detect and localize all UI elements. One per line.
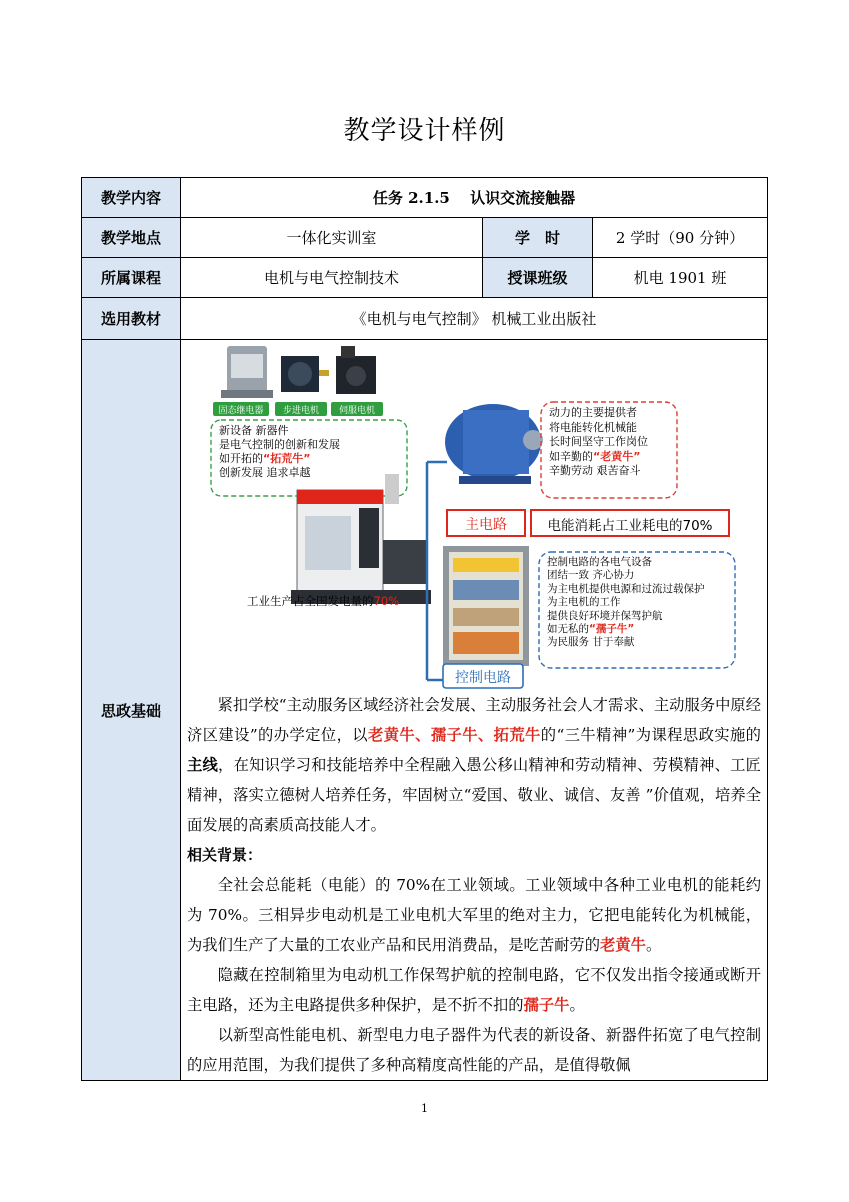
right-top-box-text: 动力的主要提供者 将电能转化机械能 长时间坚守工作岗位 如辛勤的“老黄牛” 辛勤劳动 艰苦奋斗 <box>549 406 648 477</box>
lesson-plan-table <box>81 177 768 1081</box>
control-cabinet-image <box>443 546 529 666</box>
value-course: 电机与电气控制技术 <box>181 258 483 298</box>
row-location <box>82 218 768 258</box>
value-content: 任务 2.1.5 认识交流接触器 <box>181 178 768 218</box>
value-textbook: 《电机与电气控制》 机械工业出版社 <box>181 298 768 340</box>
value-hours: 2 学时（90 分钟） <box>593 218 768 258</box>
value-location: 一体化实训室 <box>181 218 483 258</box>
row-textbook <box>82 298 768 340</box>
industry-note: 工业生产占全国发电量的70% <box>247 594 400 608</box>
paragraph-intro: 紧扣学校“主动服务区域经济社会发展、主动服务社会人才需求、主动服务中原经济区建设”的办学定位，以老黄牛、孺子牛、拓荒牛的“三牛精神”为课程思政实施的主线，在知识学习和技能培养中全程融入愚公移山精神和劳动精神、劳模精神、工匠精神，落实立德树人培养任务，牢固树立“爱国、敬业、诚信、友善 ”价值观，培养全面发展的高素质高技能人才。 <box>187 696 761 834</box>
label-hours: 学 时 <box>483 218 593 258</box>
page-number: 1 <box>421 1102 428 1115</box>
label-ideology: 思政基础 <box>82 340 181 1081</box>
label-course: 所属课程 <box>82 258 181 298</box>
paragraph-new-devices: 以新型高性能电机、新型电力电子器件为代表的新设备、新器件拓宽了电气控制的应用范围，为我们提供了多种高精度高性能的产品，是值得敬佩 <box>187 1026 761 1074</box>
value-class: 机电 1901 班 <box>593 258 768 298</box>
row-content <box>82 178 768 218</box>
label-textbook: 选用教材 <box>82 298 181 340</box>
row-ideology <box>82 340 768 1081</box>
servo-motor-image <box>336 346 376 394</box>
right-bottom-box-text: 控制电路的各电气设备 团结一致 齐心协力 为主电机提供电源和过流过载保护 为主电机的工作 提供良好环境并保驾护航 如无私的“孺子牛” 为民服务 甘于奉献 <box>547 556 705 649</box>
cnc-machine-image <box>291 474 431 604</box>
left-box-text: 新设备 新器件 是电气控制的创新和发展 如开拓的“拓荒牛” 创新发展 追求卓越 <box>219 424 340 479</box>
relay-image <box>221 346 273 398</box>
tag-servo-label: 伺服电机 <box>338 406 375 416</box>
ideology-content <box>181 340 768 1081</box>
label-location: 教学地点 <box>82 218 181 258</box>
main-circuit-label: 主电路 <box>465 517 507 533</box>
main-circuit-note: 电能消耗占工业耗电的70% <box>547 518 713 534</box>
ideology-figure <box>181 340 767 690</box>
paragraph-control: 隐藏在控制箱里为电动机工作保驾护航的控制电路，它不仅发出指令接通或断开主电路，还为主电路提供多种保护，是不折不扣的孺子牛。 <box>187 966 761 1014</box>
page-title: 教学设计样例 <box>343 116 506 146</box>
tag-relay-label: 固态继电器 <box>218 406 264 416</box>
label-class: 授课班级 <box>483 258 593 298</box>
label-content: 教学内容 <box>82 178 181 218</box>
stepper-motor-image <box>281 356 329 392</box>
tag-stepper-label: 步进电机 <box>282 406 319 416</box>
motor-image <box>445 404 543 484</box>
background-heading: 相关背景： <box>187 846 263 864</box>
row-course <box>82 258 768 298</box>
paragraph-energy: 全社会总能耗（电能）的 70%在工业领域。工业领域中各种工业电机的能耗约为 70%。三相异步电动机是工业电机大军里的绝对主力，它把电能转化为机械能，为我们生产了大量的工农业产品和民用消费品，是吃苦耐劳的老黄牛。 <box>187 876 761 954</box>
control-circuit-label: 控制电路 <box>455 670 511 686</box>
